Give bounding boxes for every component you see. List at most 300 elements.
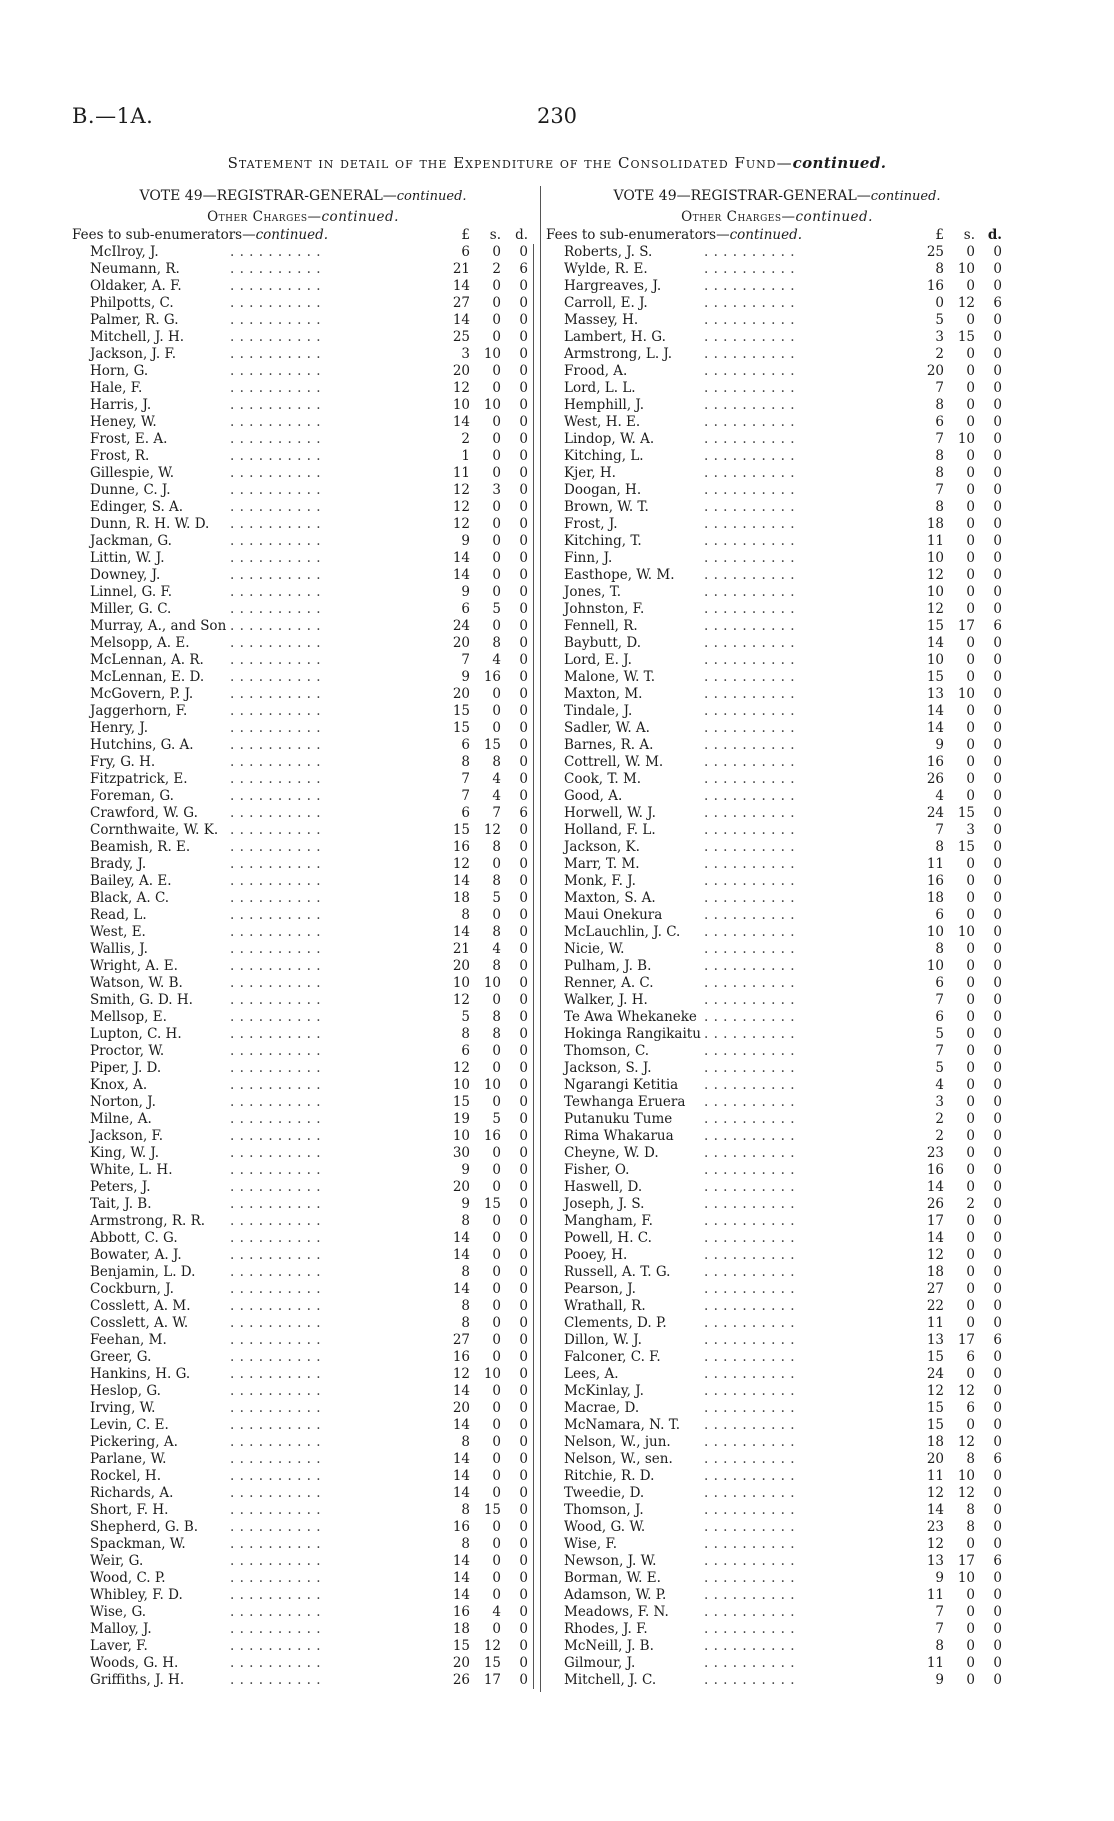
amount-pence: 0	[519, 635, 528, 651]
leader-dots: . . . . . . . . . .	[704, 567, 796, 583]
table-row	[72, 261, 534, 278]
payee-name: Malone, W. T.	[564, 669, 655, 685]
amount-pence: 0	[519, 1196, 528, 1212]
amount-pence: 0	[993, 584, 1002, 600]
amount-pounds: 14	[452, 1570, 470, 1586]
amount-pence: 0	[993, 1621, 1002, 1637]
payee-name: Cosslett, A. W.	[90, 1315, 189, 1331]
amount-pounds: 8	[935, 448, 944, 464]
amount-shillings: 8	[492, 839, 501, 855]
payee-name: Short, F. H.	[90, 1502, 169, 1518]
sub-heading	[72, 207, 534, 227]
table-row	[72, 1621, 534, 1638]
amount-pence: 0	[993, 975, 1002, 991]
table-row	[546, 465, 1008, 482]
leader-dots: . . . . . . . . . .	[704, 924, 796, 940]
column-rule	[533, 720, 534, 737]
amount-pence: 0	[519, 601, 528, 617]
amount-shillings: 0	[492, 1298, 501, 1314]
amount-shillings: 0	[492, 431, 501, 447]
column-rule	[533, 941, 534, 958]
leader-dots: . . . . . . . . . .	[704, 839, 796, 855]
payee-name: Melsopp, A. E.	[90, 635, 190, 651]
payee-name: Cheyne, W. D.	[564, 1145, 659, 1161]
amount-pounds: 25	[452, 329, 470, 345]
table-row	[72, 1162, 534, 1179]
payee-name: Doogan, H.	[564, 482, 642, 498]
amount-shillings: 0	[966, 465, 975, 481]
leader-dots: . . . . . . . . . .	[704, 873, 796, 889]
table-row	[72, 1451, 534, 1468]
payee-name: Falconer, C. F.	[564, 1349, 661, 1365]
column-rule	[533, 635, 534, 652]
amount-shillings: 0	[966, 992, 975, 1008]
amount-pounds: 15	[926, 669, 944, 685]
table-row	[72, 1604, 534, 1621]
table-row	[72, 669, 534, 686]
leader-dots: . . . . . . . . . .	[704, 431, 796, 447]
amount-pounds: 6	[935, 975, 944, 991]
amount-pence: 0	[519, 567, 528, 583]
table-row	[72, 1298, 534, 1315]
amount-pounds: 7	[935, 380, 944, 396]
amount-pence: 0	[519, 822, 528, 838]
leader-dots: . . . . . . . . . .	[704, 1179, 796, 1195]
amount-pounds: 13	[926, 1332, 944, 1348]
payee-name: Pulham, J. B.	[564, 958, 652, 974]
table-row	[546, 1417, 1008, 1434]
right-rows	[546, 244, 1008, 1689]
amount-pounds: 7	[935, 431, 944, 447]
payee-name: Tewhanga Eruera	[564, 1094, 686, 1110]
leader-dots: . . . . . . . . . .	[230, 397, 322, 413]
amount-pence: 0	[993, 1247, 1002, 1263]
leader-dots: . . . . . . . . . .	[704, 737, 796, 753]
amount-pence: 0	[993, 1162, 1002, 1178]
amount-pounds: 11	[926, 1468, 944, 1484]
amount-pence: 0	[519, 550, 528, 566]
payee-name: Cosslett, A. M.	[90, 1298, 191, 1314]
amount-shillings: 0	[966, 737, 975, 753]
amount-pence: 0	[993, 1213, 1002, 1229]
leader-dots: . . . . . . . . . .	[230, 992, 322, 1008]
leader-dots: . . . . . . . . . .	[704, 1485, 796, 1501]
amount-pence: 0	[519, 363, 528, 379]
payee-name: Adamson, W. P.	[564, 1587, 667, 1603]
category-label	[72, 227, 328, 244]
amount-pence: 0	[993, 873, 1002, 889]
amount-pounds: 27	[926, 1281, 944, 1297]
amount-shillings: 0	[492, 567, 501, 583]
payee-name: Fitzpatrick, E.	[90, 771, 188, 787]
table-row	[72, 1077, 534, 1094]
amount-pence: 0	[519, 1672, 528, 1688]
table-row	[546, 669, 1008, 686]
amount-shillings: 0	[492, 1451, 501, 1467]
amount-pounds: 5	[935, 1060, 944, 1076]
amount-pence: 0	[993, 312, 1002, 328]
amount-pounds: 16	[926, 278, 944, 294]
table-row	[546, 1264, 1008, 1281]
amount-pounds: 12	[926, 567, 944, 583]
amount-shillings: 0	[966, 1247, 975, 1263]
payee-name: Richards, A.	[90, 1485, 174, 1501]
table-row	[72, 431, 534, 448]
amount-pounds: 11	[926, 1655, 944, 1671]
leader-dots: . . . . . . . . . .	[230, 686, 322, 702]
leader-dots: . . . . . . . . . .	[704, 669, 796, 685]
page-number: 230	[536, 104, 578, 128]
payee-name: Murray, A., and Son	[90, 618, 227, 634]
table-row	[546, 1315, 1008, 1332]
category-row	[546, 227, 1008, 244]
amount-pounds: 2	[461, 431, 470, 447]
table-row	[546, 1587, 1008, 1604]
amount-pence: 0	[993, 346, 1002, 362]
table-row	[546, 1519, 1008, 1536]
amount-shillings: 5	[492, 890, 501, 906]
amount-shillings: 0	[966, 703, 975, 719]
table-row	[72, 601, 534, 618]
amount-pounds: 20	[452, 958, 470, 974]
leader-dots: . . . . . . . . . .	[230, 1638, 322, 1654]
table-row	[72, 550, 534, 567]
amount-shillings: 0	[966, 1281, 975, 1297]
table-row	[546, 975, 1008, 992]
page-reference: B.—1A.	[72, 104, 154, 128]
amount-pence: 0	[993, 380, 1002, 396]
amount-pounds: 9	[461, 533, 470, 549]
column-rule	[533, 907, 534, 924]
amount-pence: 0	[993, 1230, 1002, 1246]
amount-pounds: 8	[935, 839, 944, 855]
column-rule	[533, 1009, 534, 1026]
amount-pence: 0	[993, 1434, 1002, 1450]
amount-shillings: 0	[492, 992, 501, 1008]
payee-name: Lees, A.	[564, 1366, 619, 1382]
leader-dots: . . . . . . . . . .	[704, 635, 796, 651]
payee-name: Brady, J.	[90, 856, 147, 872]
column-rule	[533, 1162, 534, 1179]
leader-dots: . . . . . . . . . .	[704, 890, 796, 906]
amount-pounds: 8	[461, 1536, 470, 1552]
column-rule	[533, 975, 534, 992]
column-rule	[533, 1111, 534, 1128]
table-row	[546, 703, 1008, 720]
leader-dots: . . . . . . . . . .	[704, 550, 796, 566]
amount-shillings: 0	[966, 873, 975, 889]
leader-dots: . . . . . . . . . .	[230, 1366, 322, 1382]
column-rule	[533, 890, 534, 907]
amount-shillings: 0	[492, 703, 501, 719]
amount-shillings: 0	[966, 1145, 975, 1161]
table-row	[546, 1621, 1008, 1638]
shillings-header: s.	[489, 227, 501, 243]
amount-pounds: 8	[461, 1026, 470, 1042]
payee-name: McLennan, A. R.	[90, 652, 204, 668]
leader-dots: . . . . . . . . . .	[704, 516, 796, 532]
amount-pounds: 7	[935, 1621, 944, 1637]
table-row	[546, 1298, 1008, 1315]
payee-name: Jaggerhorn, F.	[90, 703, 188, 719]
payee-name: Horwell, W. J.	[564, 805, 656, 821]
amount-pence: 0	[519, 397, 528, 413]
leader-dots: . . . . . . . . . .	[230, 363, 322, 379]
amount-shillings: 0	[492, 584, 501, 600]
amount-pence: 0	[519, 1230, 528, 1246]
amount-pence: 0	[519, 890, 528, 906]
amount-pence: 0	[993, 1502, 1002, 1518]
amount-shillings: 4	[492, 941, 501, 957]
table-row	[546, 1400, 1008, 1417]
leader-dots: . . . . . . . . . .	[230, 312, 322, 328]
column-rule	[533, 1298, 534, 1315]
amount-shillings: 0	[966, 584, 975, 600]
payee-name: McLennan, E. D.	[90, 669, 205, 685]
amount-pounds: 8	[461, 1213, 470, 1229]
leader-dots: . . . . . . . . . .	[704, 1638, 796, 1654]
amount-shillings: 0	[966, 975, 975, 991]
payee-name: Wise, G.	[90, 1604, 147, 1620]
amount-pence: 0	[519, 1145, 528, 1161]
amount-pounds: 10	[452, 1077, 470, 1093]
leader-dots: . . . . . . . . . .	[704, 1400, 796, 1416]
amount-shillings: 12	[957, 1383, 975, 1399]
column-rule	[533, 788, 534, 805]
table-row	[72, 703, 534, 720]
amount-shillings: 0	[966, 1026, 975, 1042]
amount-pounds: 22	[926, 1298, 944, 1314]
amount-pence: 0	[993, 958, 1002, 974]
leader-dots: . . . . . . . . . .	[704, 1077, 796, 1093]
payee-name: McNeill, J. B.	[564, 1638, 654, 1654]
column-rule	[533, 465, 534, 482]
table-row	[72, 1366, 534, 1383]
table-row	[546, 941, 1008, 958]
amount-shillings: 0	[966, 1128, 975, 1144]
amount-shillings: 8	[492, 1009, 501, 1025]
table-row	[72, 958, 534, 975]
amount-pounds: 16	[926, 1162, 944, 1178]
leader-dots: . . . . . . . . . .	[704, 1672, 796, 1688]
amount-pounds: 10	[926, 958, 944, 974]
amount-pounds: 2	[935, 1111, 944, 1127]
amount-shillings: 3	[492, 482, 501, 498]
amount-pounds: 11	[926, 533, 944, 549]
amount-pounds: 18	[926, 1264, 944, 1280]
payee-name: Mitchell, J. H.	[90, 329, 185, 345]
table-row	[72, 1128, 534, 1145]
table-row	[546, 907, 1008, 924]
amount-pence: 0	[519, 788, 528, 804]
amount-shillings: 2	[492, 261, 501, 277]
payee-name: Weir, G.	[90, 1553, 144, 1569]
amount-shillings: 0	[966, 278, 975, 294]
payee-name: Johnston, F.	[564, 601, 645, 617]
column-rule	[533, 1060, 534, 1077]
column-rule	[533, 856, 534, 873]
amount-pounds: 20	[452, 635, 470, 651]
payee-name: Henry, J.	[90, 720, 148, 736]
amount-shillings: 0	[966, 1060, 975, 1076]
column-rule	[533, 329, 534, 346]
payee-name: Joseph, J. S.	[564, 1196, 645, 1212]
amount-shillings: 6	[966, 1400, 975, 1416]
amount-pence: 0	[993, 244, 1002, 260]
category-suffix: continued.	[729, 227, 803, 243]
amount-pounds: 14	[452, 1587, 470, 1603]
payee-name: Hokinga Rangikaitu	[564, 1026, 701, 1042]
amount-pounds: 6	[461, 601, 470, 617]
amount-pence: 0	[519, 754, 528, 770]
amount-pounds: 3	[461, 346, 470, 362]
leader-dots: . . . . . . . . . .	[704, 1468, 796, 1484]
amount-pence: 0	[993, 1485, 1002, 1501]
table-row	[546, 1451, 1008, 1468]
payee-name: Jackson, K.	[564, 839, 640, 855]
table-row	[546, 839, 1008, 856]
amount-shillings: 0	[966, 1621, 975, 1637]
amount-pence: 0	[519, 873, 528, 889]
leader-dots: . . . . . . . . . .	[230, 533, 322, 549]
leader-dots: . . . . . . . . . .	[704, 482, 796, 498]
table-row	[546, 771, 1008, 788]
payee-name: Mitchell, J. C.	[564, 1672, 657, 1688]
table-row	[72, 907, 534, 924]
column-rule	[533, 1043, 534, 1060]
payee-name: Wood, C. P.	[90, 1570, 166, 1586]
table-row	[72, 482, 534, 499]
amount-pence: 0	[519, 1009, 528, 1025]
amount-pounds: 12	[926, 1383, 944, 1399]
amount-shillings: 0	[492, 1315, 501, 1331]
payee-name: Harris, J.	[90, 397, 152, 413]
table-row	[546, 261, 1008, 278]
table-row	[72, 465, 534, 482]
amount-pounds: 14	[926, 720, 944, 736]
payee-name: Jackman, G.	[90, 533, 172, 549]
amount-shillings: 0	[492, 278, 501, 294]
payee-name: Marr, T. M.	[564, 856, 640, 872]
payee-name: Maxton, M.	[564, 686, 643, 702]
leader-dots: . . . . . . . . . .	[230, 975, 322, 991]
payee-name: Heslop, G.	[90, 1383, 161, 1399]
payee-name: Barnes, R. A.	[564, 737, 654, 753]
amount-pounds: 16	[452, 1604, 470, 1620]
payee-name: Walker, J. H.	[564, 992, 648, 1008]
amount-shillings: 0	[966, 1536, 975, 1552]
amount-pence: 0	[993, 1179, 1002, 1195]
amount-pounds: 8	[461, 907, 470, 923]
payee-name: Gilmour, J.	[564, 1655, 636, 1671]
amount-pence: 6	[993, 618, 1002, 634]
amount-shillings: 0	[966, 1417, 975, 1433]
table-row	[546, 312, 1008, 329]
amount-pence: 0	[993, 1026, 1002, 1042]
amount-pounds: 20	[452, 1179, 470, 1195]
amount-pounds: 12	[452, 482, 470, 498]
payee-name: Jackson, J. F.	[90, 346, 177, 362]
payee-name: McLauchlin, J. C.	[564, 924, 681, 940]
column-rule	[533, 567, 534, 584]
amount-pounds: 1	[461, 448, 470, 464]
column-rule	[533, 1383, 534, 1400]
amount-pence: 0	[993, 499, 1002, 515]
table-row	[72, 1400, 534, 1417]
amount-shillings: 0	[492, 1587, 501, 1603]
leader-dots: . . . . . . . . . .	[230, 1655, 322, 1671]
table-row	[546, 805, 1008, 822]
table-row	[72, 1111, 534, 1128]
payee-name: Jackson, F.	[90, 1128, 164, 1144]
leader-dots: . . . . . . . . . .	[704, 329, 796, 345]
leader-dots: . . . . . . . . . .	[704, 363, 796, 379]
table-row	[546, 1638, 1008, 1655]
leader-dots: . . . . . . . . . .	[704, 1060, 796, 1076]
leader-dots: . . . . . . . . . .	[230, 1570, 322, 1586]
right-column	[546, 186, 1008, 1689]
amount-pounds: 10	[452, 975, 470, 991]
column-rule	[533, 1638, 534, 1655]
column-rule	[533, 686, 534, 703]
column-rule	[533, 1094, 534, 1111]
leader-dots: . . . . . . . . . .	[704, 380, 796, 396]
amount-pounds: 8	[935, 1638, 944, 1654]
amount-pence: 0	[519, 669, 528, 685]
table-row	[546, 567, 1008, 584]
amount-pounds: 14	[452, 1485, 470, 1501]
table-row	[72, 1570, 534, 1587]
amount-pence: 6	[993, 1332, 1002, 1348]
amount-pence: 0	[993, 924, 1002, 940]
table-row	[72, 754, 534, 771]
column-rule	[533, 1332, 534, 1349]
payee-name: Heney, W.	[90, 414, 157, 430]
leader-dots: . . . . . . . . . .	[230, 1060, 322, 1076]
column-rule	[533, 414, 534, 431]
amount-pence: 0	[993, 771, 1002, 787]
amount-pence: 0	[519, 737, 528, 753]
amount-shillings: 0	[492, 1213, 501, 1229]
column-rule	[533, 1366, 534, 1383]
amount-shillings: 0	[492, 1264, 501, 1280]
amount-shillings: 0	[966, 1298, 975, 1314]
amount-pounds: 3	[935, 1094, 944, 1110]
amount-shillings: 6	[966, 1349, 975, 1365]
table-row	[546, 1366, 1008, 1383]
amount-shillings: 0	[966, 312, 975, 328]
column-rule	[533, 1587, 534, 1604]
payee-name: Cook, T. M.	[564, 771, 642, 787]
amount-shillings: 0	[492, 1247, 501, 1263]
vote-heading	[72, 186, 534, 207]
amount-shillings: 0	[492, 907, 501, 923]
amount-shillings: 15	[483, 737, 501, 753]
table-row	[72, 244, 534, 261]
table-row	[546, 482, 1008, 499]
amount-pence: 0	[519, 1366, 528, 1382]
leader-dots: . . . . . . . . . .	[230, 1128, 322, 1144]
leader-dots: . . . . . . . . . .	[230, 1179, 322, 1195]
leader-dots: . . . . . . . . . .	[704, 465, 796, 481]
leader-dots: . . . . . . . . . .	[230, 907, 322, 923]
table-row	[546, 1468, 1008, 1485]
leader-dots: . . . . . . . . . .	[230, 1281, 322, 1297]
column-rule	[533, 652, 534, 669]
table-row	[546, 856, 1008, 873]
amount-pounds: 10	[926, 652, 944, 668]
payee-name: Maxton, S. A.	[564, 890, 656, 906]
